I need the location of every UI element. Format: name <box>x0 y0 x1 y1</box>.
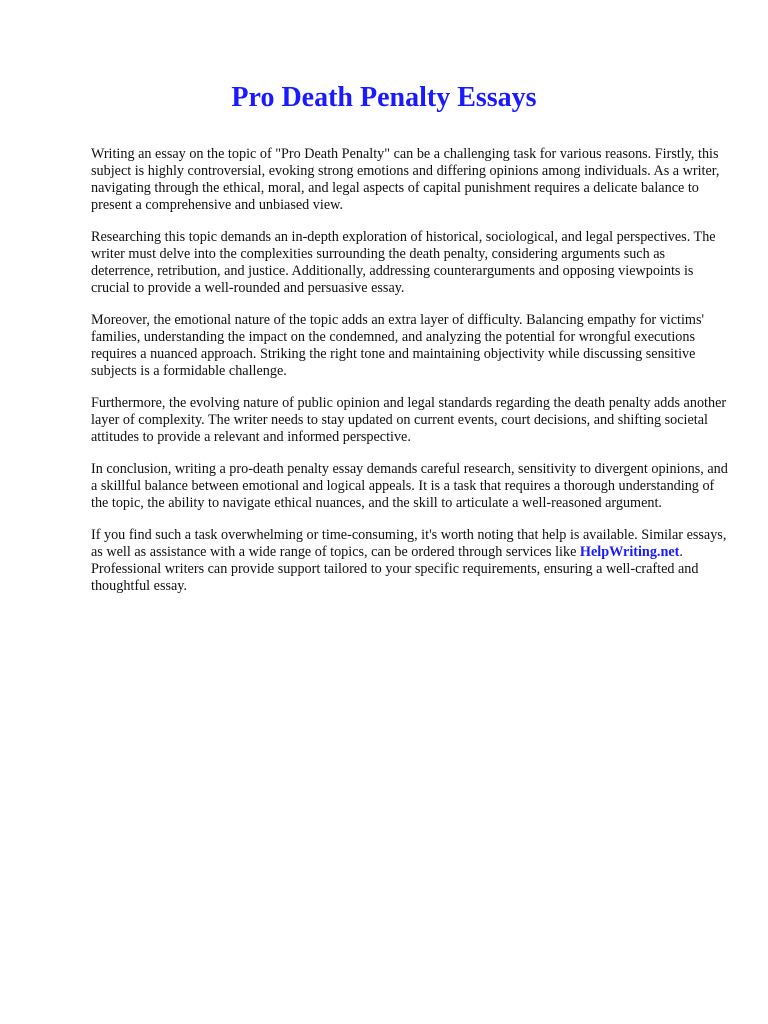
paragraph-4: Furthermore, the evolving nature of public opinion and legal standards regarding the death penalty adds another layer of complexity. The writer needs to stay updated on current events, court decisions, and shifting societal attitudes to provide a relevant and informed perspective. <box>91 395 727 445</box>
paragraph-2: Researching this topic demands an in-depth exploration of historical, sociological, and legal perspectives. The writer must delve into the complexities surrounding the death penalty, considering arguments such as deterrence, retribution, and justice. Additionally, addressing counterarguments and opposing viewpoints is crucial to provide a well-rounded and persuasive essay. <box>91 229 716 296</box>
essay-body <box>91 146 731 610</box>
helpwriting-link[interactable]: HelpWriting.net <box>579 544 680 560</box>
page-title: Pro Death Penalty Essays <box>231 82 537 113</box>
paragraph-3: Moreover, the emotional nature of the topic adds an extra layer of difficulty. Balancing empathy for victims' families, understanding the impact on the condemned, and analyzing the potential for wrongful executions requires a nuanced approach. Striking the right tone and maintaining objectivity while discussing sensitive subjects is a formidable challenge. <box>91 312 705 379</box>
paragraph-6-after-link: . Professional writers can provide support tailored to your specific requirements, ensuring a well-crafted and thoughtful essay. <box>91 544 699 594</box>
paragraph-5: In conclusion, writing a pro-death penalty essay demands careful research, sensitivity to divergent opinions, and a skillful balance between emotional and logical appeals. It is a task that requires a thorough understanding of the topic, the ability to navigate ethical nuances, and the skill to articulate a well-reasoned argument. <box>91 461 728 511</box>
paragraph-1: Writing an essay on the topic of "Pro Death Penalty" can be a challenging task for various reasons. Firstly, this subject is highly controversial, evoking strong emotions and differing opinions among individuals. As a writer, navigating through the ethical, moral, and legal aspects of capital punishment requires a delicate balance to present a comprehensive and unbiased view. <box>91 146 720 213</box>
paragraph-6-before-link: If you find such a task overwhelming or time-consuming, it's worth noting that help is available. Similar essays, as well as assistance with a wide range of topics, can be ordered through services like <box>91 527 727 560</box>
paragraph-6 <box>91 527 731 595</box>
